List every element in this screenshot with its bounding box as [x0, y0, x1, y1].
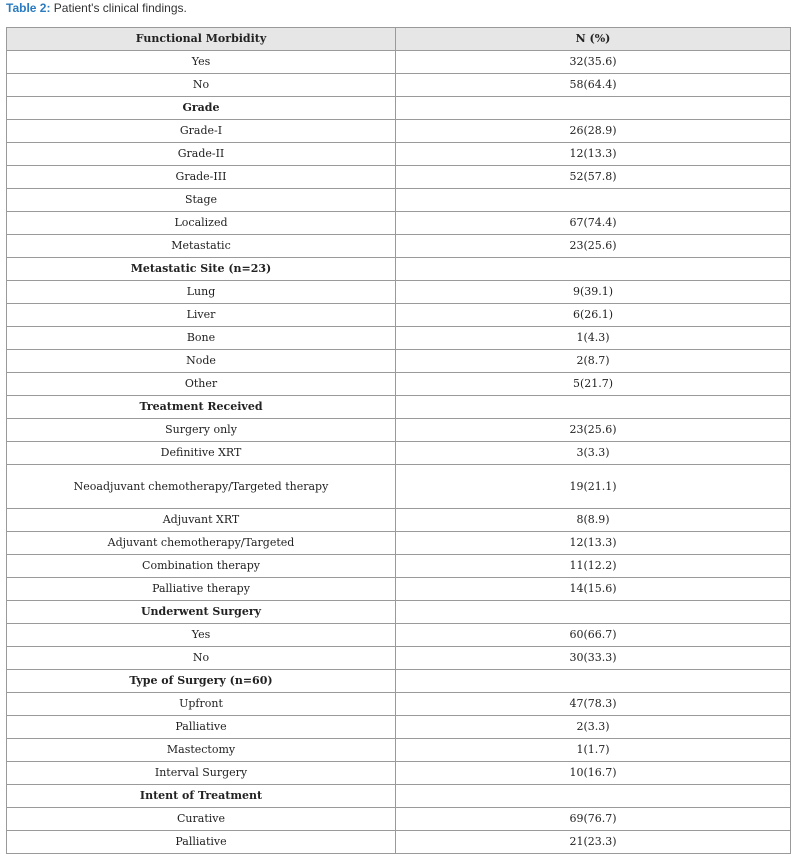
row-label: Grade-I	[7, 120, 396, 143]
row-value: 6(26.1)	[396, 304, 791, 327]
row-value: 11(12.2)	[396, 555, 791, 578]
clinical-findings-table	[6, 27, 791, 854]
row-value: 3(3.3)	[396, 442, 791, 465]
row-label: Type of Surgery (n=60)	[7, 670, 396, 693]
row-value: 67(74.4)	[396, 212, 791, 235]
column-header-n-percent: N (%)	[396, 28, 791, 51]
row-value	[396, 189, 791, 212]
row-value: 8(8.9)	[396, 509, 791, 532]
table-row	[7, 578, 791, 601]
row-label: Liver	[7, 304, 396, 327]
table-row	[7, 442, 791, 465]
row-value	[396, 601, 791, 624]
row-label: Palliative	[7, 716, 396, 739]
row-value: 23(25.6)	[396, 235, 791, 258]
row-label: Grade-II	[7, 143, 396, 166]
table-caption-text: Patient's clinical findings.	[50, 1, 187, 15]
table-row	[7, 74, 791, 97]
table-row	[7, 808, 791, 831]
table-row	[7, 555, 791, 578]
row-label: No	[7, 74, 396, 97]
row-label: Localized	[7, 212, 396, 235]
row-label: Metastatic	[7, 235, 396, 258]
row-value: 69(76.7)	[396, 808, 791, 831]
table-row	[7, 693, 791, 716]
row-value	[396, 396, 791, 419]
row-value: 23(25.6)	[396, 419, 791, 442]
table-row	[7, 212, 791, 235]
table-row	[7, 350, 791, 373]
table-row	[7, 304, 791, 327]
table-row	[7, 624, 791, 647]
table-section-row	[7, 396, 791, 419]
row-label: Bone	[7, 327, 396, 350]
row-label: Stage	[7, 189, 396, 212]
row-value: 12(13.3)	[396, 143, 791, 166]
row-value: 60(66.7)	[396, 624, 791, 647]
row-value	[396, 785, 791, 808]
row-label: Curative	[7, 808, 396, 831]
row-value	[396, 670, 791, 693]
row-label: Adjuvant chemotherapy/Targeted	[7, 532, 396, 555]
row-label: Palliative	[7, 831, 396, 854]
row-value: 10(16.7)	[396, 762, 791, 785]
table-row	[7, 532, 791, 555]
table-row	[7, 327, 791, 350]
row-label: Lung	[7, 281, 396, 304]
table-row	[7, 281, 791, 304]
table-section-row	[7, 785, 791, 808]
row-label: Interval Surgery	[7, 762, 396, 785]
table-row	[7, 647, 791, 670]
table-section-row	[7, 97, 791, 120]
table-row	[7, 509, 791, 532]
table-row	[7, 716, 791, 739]
table-row	[7, 465, 791, 509]
table-body	[7, 51, 791, 854]
row-value: 19(21.1)	[396, 465, 791, 509]
row-value: 2(8.7)	[396, 350, 791, 373]
row-label: Treatment Received	[7, 396, 396, 419]
row-value: 26(28.9)	[396, 120, 791, 143]
table-row	[7, 120, 791, 143]
row-value: 5(21.7)	[396, 373, 791, 396]
row-label: Neoadjuvant chemotherapy/Targeted therapy	[7, 465, 396, 509]
table-caption	[6, 1, 187, 15]
row-label: Surgery only	[7, 419, 396, 442]
row-value: 30(33.3)	[396, 647, 791, 670]
table-header-row	[7, 28, 791, 51]
row-value: 32(35.6)	[396, 51, 791, 74]
row-label: Combination therapy	[7, 555, 396, 578]
row-value: 9(39.1)	[396, 281, 791, 304]
table-row	[7, 739, 791, 762]
table-section-row	[7, 670, 791, 693]
row-label: Mastectomy	[7, 739, 396, 762]
row-label: Yes	[7, 624, 396, 647]
row-label: Metastatic Site (n=23)	[7, 258, 396, 281]
row-label: Adjuvant XRT	[7, 509, 396, 532]
table-section-row	[7, 258, 791, 281]
table-caption-label: Table 2:	[6, 1, 51, 15]
row-value: 21(23.3)	[396, 831, 791, 854]
row-value	[396, 258, 791, 281]
row-label: Definitive XRT	[7, 442, 396, 465]
row-label: Grade-III	[7, 166, 396, 189]
row-value: 52(57.8)	[396, 166, 791, 189]
row-value: 14(15.6)	[396, 578, 791, 601]
row-value: 58(64.4)	[396, 74, 791, 97]
table-section-row	[7, 189, 791, 212]
table-row	[7, 235, 791, 258]
row-value: 2(3.3)	[396, 716, 791, 739]
row-value: 47(78.3)	[396, 693, 791, 716]
table-row	[7, 762, 791, 785]
table-row	[7, 831, 791, 854]
table-row	[7, 143, 791, 166]
row-value: 1(4.3)	[396, 327, 791, 350]
table-row	[7, 419, 791, 442]
row-label: Underwent Surgery	[7, 601, 396, 624]
row-value: 1(1.7)	[396, 739, 791, 762]
row-label: Grade	[7, 97, 396, 120]
table-row	[7, 51, 791, 74]
table-section-row	[7, 601, 791, 624]
row-label: No	[7, 647, 396, 670]
row-value: 12(13.3)	[396, 532, 791, 555]
row-label: Yes	[7, 51, 396, 74]
table-row	[7, 373, 791, 396]
row-label: Other	[7, 373, 396, 396]
table-row	[7, 166, 791, 189]
column-header-variable: Functional Morbidity	[7, 28, 396, 51]
row-label: Palliative therapy	[7, 578, 396, 601]
row-value	[396, 97, 791, 120]
row-label: Upfront	[7, 693, 396, 716]
row-label: Node	[7, 350, 396, 373]
row-label: Intent of Treatment	[7, 785, 396, 808]
